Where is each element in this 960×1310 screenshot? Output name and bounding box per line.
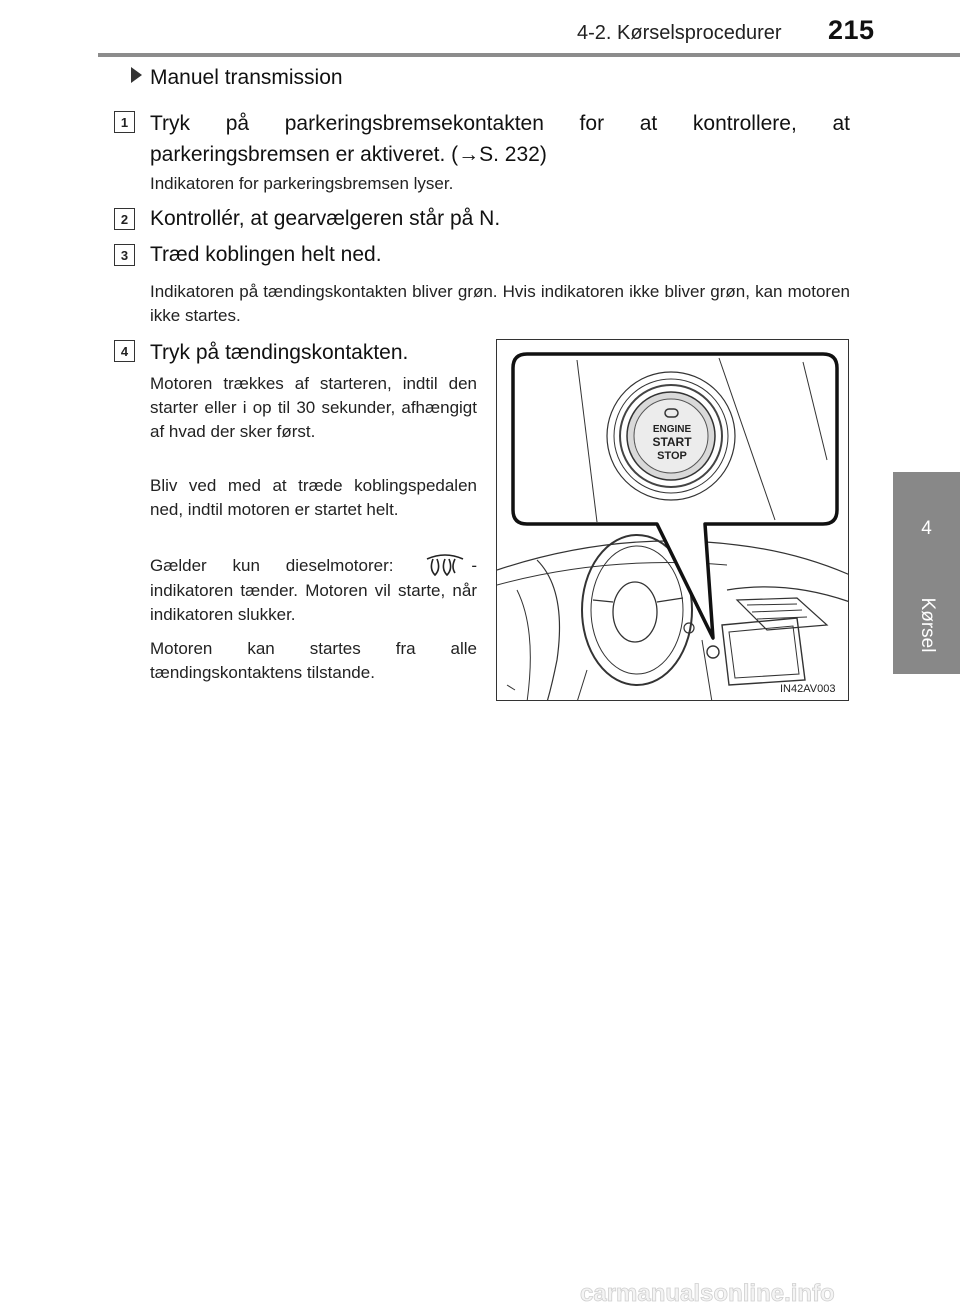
step-1-note: Indikatoren for parkeringsbremsen lyser. bbox=[150, 174, 454, 193]
chapter-label bbox=[912, 586, 942, 666]
page-header bbox=[0, 0, 960, 60]
step-3-note: Indikatoren på tændingskontakten bliver grøn. Hvis indikatoren ikke bliver grøn, kan motoren ikke startes. bbox=[150, 282, 850, 325]
glow-note-after: -indikatoren tænder. Motoren vil starte, når indikatoren slukker. bbox=[150, 556, 477, 624]
watermark-text: carmanualsonline.info bbox=[580, 1280, 835, 1306]
step-4-note-2: Bliv ved med at træde koblingspedalen ned, indtil motoren er startet helt. bbox=[150, 476, 477, 519]
button-label-start: START bbox=[652, 435, 692, 449]
chapter-tab bbox=[893, 472, 960, 674]
step-number-4: 4 bbox=[114, 340, 135, 362]
step-4-note-1: Motoren trækkes af starteren, indtil den starter eller i op til 30 sekunder, afhængigt af hvad der sker først. bbox=[150, 374, 477, 441]
illustration-code: IN42AV003 bbox=[780, 683, 836, 695]
engine-start-button-label bbox=[497, 340, 849, 701]
step-number-3: 3 bbox=[114, 244, 135, 266]
triangle-bullet-icon bbox=[131, 67, 142, 83]
step-4-note-3: Motoren kan startes fra alle tændingskontaktens tilstande. bbox=[150, 639, 477, 682]
section-title: 4-2. Kørselsprocedurer bbox=[577, 22, 782, 44]
step-4-note-glow bbox=[150, 553, 477, 627]
button-label-engine: ENGINE bbox=[652, 424, 692, 435]
chapter-label-text: Kørsel bbox=[917, 597, 938, 653]
page-number: 215 bbox=[828, 15, 875, 45]
glow-plug-indicator-icon bbox=[423, 553, 467, 579]
button-label-stop: STOP bbox=[657, 450, 687, 462]
glow-note-before: Gælder kun dieselmotorer: bbox=[150, 556, 394, 575]
section-heading-text: Manuel transmission bbox=[150, 66, 343, 89]
section-heading bbox=[131, 66, 343, 90]
chapter-number: 4 bbox=[921, 518, 932, 539]
step-number-2: 2 bbox=[114, 208, 135, 230]
step-number-1: 1 bbox=[114, 111, 135, 133]
step-3-text: Træd koblingen helt ned. bbox=[150, 243, 382, 266]
step-1-text: Tryk på parkeringsbremsekontakten for at kontrollere, at parkeringsbremsen er aktiveret. (→S. 232) bbox=[150, 112, 850, 166]
engine-start-illustration bbox=[496, 339, 849, 701]
watermark bbox=[580, 1280, 940, 1306]
step-4-text: Tryk på tændingskontakten. bbox=[150, 341, 409, 364]
step-2-text: Kontrollér, at gearvælgeren står på N. bbox=[150, 207, 501, 230]
header-rule bbox=[98, 53, 960, 57]
